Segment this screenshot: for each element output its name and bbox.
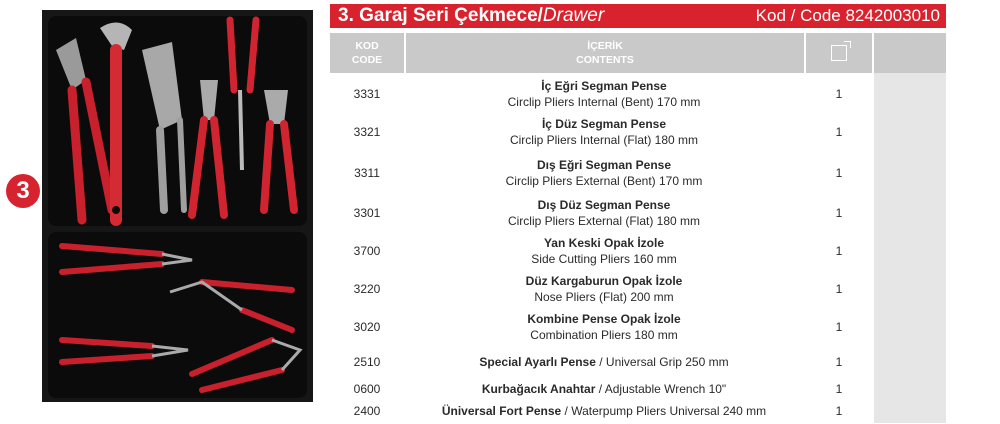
row-name-en: / Adjustable Wrench 10" [595,382,727,396]
table-row [330,233,874,269]
table-row [330,154,874,192]
row-code: 2400 [353,404,381,418]
row-name-tr: Special Ayarlı Pense [479,355,596,369]
row-name-tr: Düz Kargaburun Opak İzole [525,274,683,288]
row-contents [404,311,804,343]
row-code: 3321 [353,125,381,139]
row-code: 2510 [353,355,381,369]
header-code-en: CODE [351,54,383,66]
row-name-en: Circlip Pliers Internal (Flat) 180 mm [509,133,699,147]
quantity-box-icon [831,45,847,61]
row-quantity: 1 [835,355,843,369]
row-name-tr: İç Düz Segman Pense [541,117,667,131]
column-header-blank [874,33,946,73]
row-quantity: 1 [835,404,843,418]
table-row [330,113,874,151]
table-row [330,378,874,400]
header-code-tr: KOD [355,40,379,52]
column-header-quantity [806,33,872,73]
row-quantity: 1 [835,87,843,101]
row-name-tr: Kurbağacık Anahtar [481,382,596,396]
row-contents [404,235,804,267]
row-code: 3220 [353,282,381,296]
row-contents [404,381,804,397]
row-name-en: Circlip Pliers External (Bent) 170 mm [505,174,703,188]
row-name-en: Circlip Pliers External (Flat) 180 mm [507,214,701,228]
drawer-title-main: 3. Garaj Seri Çekmece/ [338,5,543,26]
row-quantity: 1 [835,166,843,180]
drawer-title-english: Drawer [542,5,605,26]
row-contents [404,197,804,229]
table-row [330,194,874,232]
row-code: 3301 [353,206,381,220]
row-contents [404,273,804,305]
table-row [330,271,874,307]
row-contents [404,116,804,148]
row-name-tr: Dış Eğri Segman Pense [536,158,672,172]
row-name-tr: Kombine Pense Opak İzole [527,312,681,326]
row-contents [404,354,804,370]
table-row [330,351,874,373]
table-row [330,75,874,113]
row-quantity: 1 [835,206,843,220]
row-contents [404,157,804,189]
row-name-tr: Yan Keski Opak İzole [543,236,665,250]
row-contents [404,403,804,419]
row-code: 0600 [353,382,381,396]
row-quantity: 1 [835,320,843,334]
row-name-en: Combination Pliers 180 mm [530,328,678,342]
row-name-en: Side Cutting Pliers 160 mm [531,252,677,266]
product-photo [42,10,313,402]
row-name-tr: Dış Düz Segman Pense [537,198,671,212]
header-contents-en: CONTENTS [576,54,634,66]
row-quantity: 1 [835,125,843,139]
row-name-en: / Waterpump Pliers Universal 240 mm [561,404,767,418]
row-code: 3020 [353,320,381,334]
column-header-contents [406,33,804,73]
product-code: Kod / Code 8242003010 [755,6,940,25]
row-quantity: 1 [835,244,843,258]
column-header-code [330,33,404,73]
row-code: 3311 [354,166,380,180]
row-quantity: 1 [835,382,843,396]
table-row [330,400,874,422]
row-name-en: Circlip Pliers Internal (Bent) 170 mm [507,95,701,109]
row-name-tr: İç Eğri Segman Pense [541,79,667,93]
row-contents [404,78,804,110]
row-name-en: Nose Pliers (Flat) 200 mm [534,290,674,304]
row-code: 3331 [353,87,381,101]
drawer-number-badge: 3 [6,174,40,208]
table-row [330,309,874,345]
title-bar [330,4,946,28]
header-contents-tr: İÇERİK [587,40,623,52]
row-code: 3700 [353,244,381,258]
blank-column [874,73,946,423]
row-name-tr: Üniversal Fort Pense [441,404,562,418]
drawer-title [338,5,604,27]
contents-table [330,33,946,423]
row-quantity: 1 [835,282,843,296]
tools-illustration [42,10,313,402]
row-name-en: / Universal Grip 250 mm [595,355,729,369]
